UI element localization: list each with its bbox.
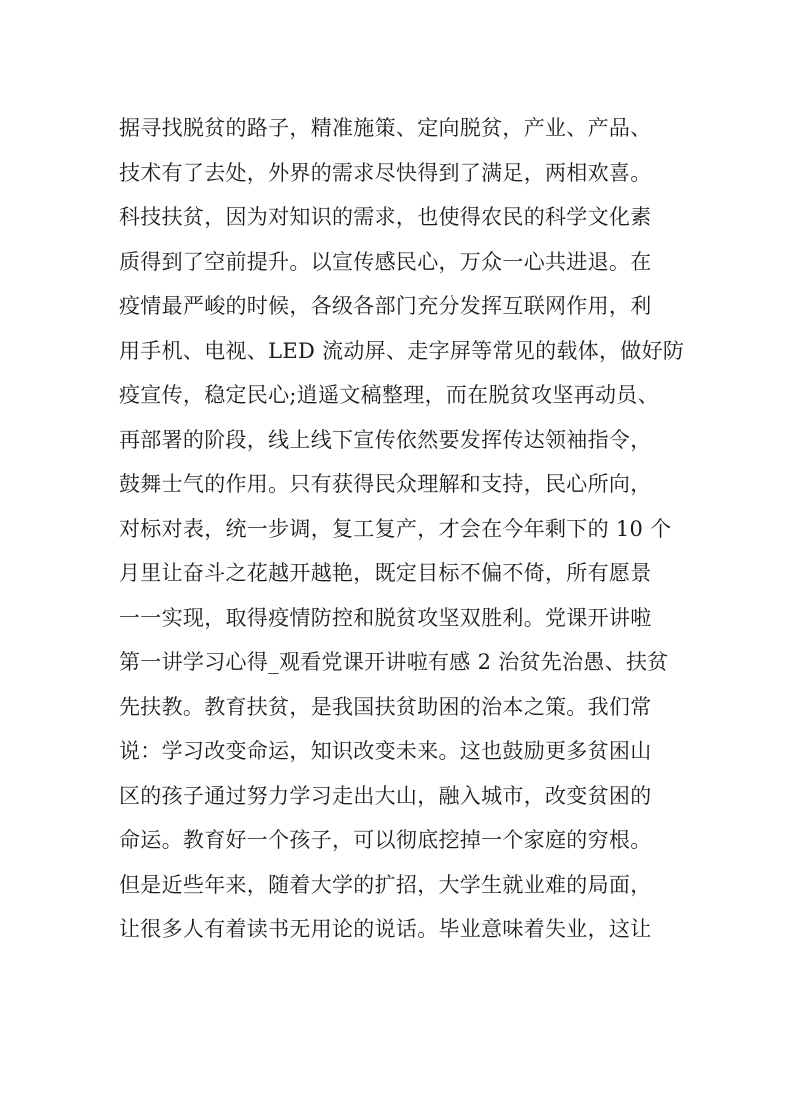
text-line: 再部署的阶段，线上线下宣传依然要发挥传达领袖指令， bbox=[119, 427, 652, 452]
text-line: 用手机、电视、LED 流动屏、走字屏等常见的载体，做好防 bbox=[119, 338, 685, 363]
text-line: 科技扶贫，因为对知识的需求，也使得农民的科学文化素 bbox=[119, 205, 652, 229]
text-line: 第一讲学习心得_观看党课开讲啦有感 2 治贫先治愚、扶贫 bbox=[119, 650, 669, 674]
text-line: 一一实现，取得疫情防控和脱贫攻坚双胜利。党课开讲啦 bbox=[119, 605, 652, 630]
text-line: 但是近些年来，随着大学的扩招，大学生就业难的局面， bbox=[119, 872, 652, 897]
body-text bbox=[119, 106, 699, 952]
text-line: 先扶教。教育扶贫，是我国扶贫助困的治本之策。我们常 bbox=[119, 694, 652, 719]
text-line: 据寻找脱贫的路子，精准施策、定向脱贫，产业、产品、 bbox=[119, 116, 652, 140]
text-line: 质得到了空前提升。以宣传感民心，万众一心共进退。在 bbox=[119, 249, 652, 274]
text-line: 说：学习改变命运，知识改变未来。这也鼓励更多贫困山 bbox=[119, 739, 652, 763]
text-line: 技术有了去处，外界的需求尽快得到了满足，两相欢喜。 bbox=[119, 160, 652, 185]
text-line: 让很多人有着读书无用论的说话。毕业意味着失业，这让 bbox=[119, 917, 652, 941]
text-line: 月里让奋斗之花越开越艳，既定目标不偏不倚，所有愿景 bbox=[119, 561, 652, 585]
text-line: 疫宣传，稳定民心;逍遥文稿整理，而在脱贫攻坚再动员、 bbox=[119, 383, 659, 407]
text-line: 鼓舞士气的作用。只有获得民众理解和支持，民心所向， bbox=[119, 472, 652, 496]
text-line: 区的孩子通过努力学习走出大山，融入城市，改变贫困的 bbox=[119, 783, 652, 808]
text-line: 疫情最严峻的时候，各级各部门充分发挥互联网作用，利 bbox=[119, 294, 652, 318]
text-line: 对标对表，统一步调，复工复产，才会在今年剩下的 10 个 bbox=[119, 516, 672, 541]
text-line: 命运。教育好一个孩子，可以彻底挖掉一个家庭的穷根。 bbox=[119, 828, 652, 852]
